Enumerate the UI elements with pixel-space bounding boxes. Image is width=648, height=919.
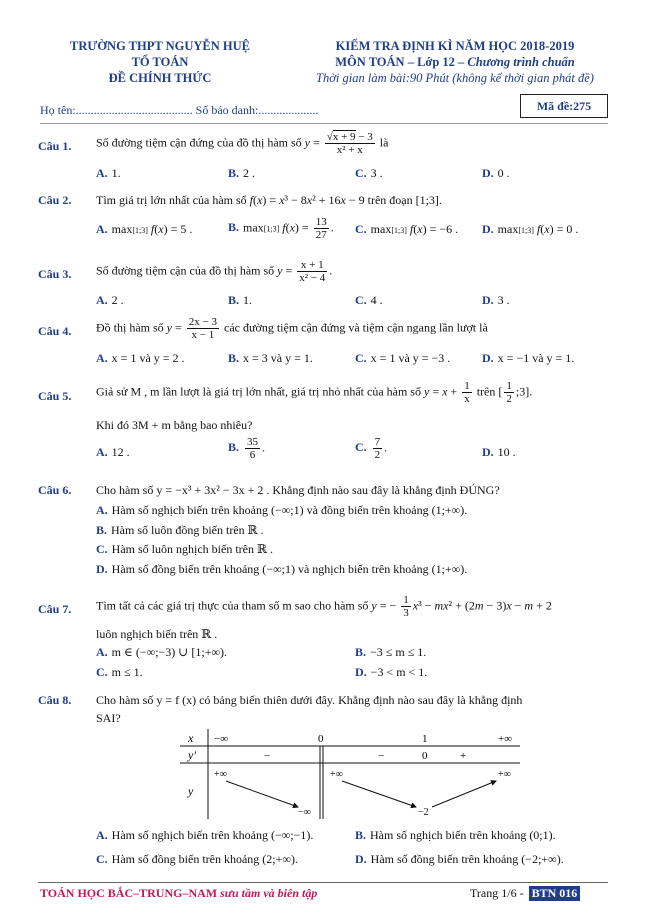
- q4-label: Câu 4.: [38, 324, 72, 338]
- y-bot-0: −∞: [298, 807, 311, 818]
- q4-option-a[interactable]: A. x = 1 và y = 2 .: [96, 351, 185, 365]
- arrow-up: [432, 781, 496, 807]
- q2-option-b[interactable]: B. max[1;3] f(x) = $\frac{13}{27}$ .: [228, 216, 334, 241]
- exam-title: KIỂM TRA ĐỊNH KÌ NĂM HỌC 2018-2019: [335, 39, 575, 53]
- q3-option-b[interactable]: B. 1.: [228, 293, 253, 307]
- q1-option-c[interactable]: C. 3 .: [355, 166, 383, 180]
- q8-option-d[interactable]: D. Hàm số đồng biến trên khoảng (−2;+∞).: [355, 852, 564, 866]
- q8-option-a[interactable]: A. Hàm số nghịch biến trên khoảng (−∞;−1).: [96, 828, 314, 842]
- x-val-2: 1: [422, 733, 428, 745]
- footer-tag: BTN 016: [529, 886, 581, 901]
- q3-option-c[interactable]: C. 4 .: [355, 293, 383, 307]
- yp-val-3: +: [460, 750, 467, 762]
- name-line: Họ tên:....................................... Số báo danh:....................: [40, 103, 319, 117]
- q4-option-d[interactable]: D. x = −1 và y = 1.: [482, 351, 575, 365]
- y-top-0: +∞: [214, 769, 227, 780]
- q6-option-c[interactable]: C. Hàm số luôn nghịch biến trên ℝ .: [96, 542, 273, 556]
- q3-option-d[interactable]: D. 3 .: [482, 293, 510, 307]
- q5-label: Câu 5.: [38, 389, 72, 403]
- q8-option-b[interactable]: B. Hàm số nghịch biến trên khoảng (0;1).: [355, 828, 556, 842]
- q5-text-2: Khi đó 3M + m bằng bao nhiêu?: [96, 418, 253, 432]
- row-y-label: y: [188, 784, 194, 798]
- footer-brand: TOÁN HỌC BẮC–TRUNG–NAM sưu tầm và biên tập: [40, 886, 318, 900]
- q7-text: Tìm tất cả các giá trị thực của tham số m sao cho hàm số y = − $\frac{1}{3}$ x³ − mx² + (2m − 3)x − m + 2: [96, 594, 552, 619]
- q7-text-2: luôn nghịch biến trên ℝ .: [96, 627, 218, 641]
- q3-text: Số đường tiệm cận của đồ thị hàm số y = $\frac{x + 1}{\text{x² − 4}}$ .: [96, 259, 333, 284]
- yp-val-0: −: [264, 750, 271, 762]
- q8-option-c[interactable]: C. Hàm số đồng biến trên khoảng (2;+∞).: [96, 852, 298, 866]
- q1-option-a[interactable]: A. 1.: [96, 166, 121, 180]
- school-name: TRƯỜNG THPT NGUYỄN HUỆ: [70, 39, 250, 53]
- q1-formula: $\frac{√x + 9 - 3}{\text{x² + x}}$: [326, 131, 373, 156]
- yp-val-2: 0: [422, 750, 428, 762]
- exam-code: Mã đề:275: [520, 94, 608, 118]
- q6-option-b[interactable]: B. Hàm số luôn đồng biến trên ℝ .: [96, 523, 264, 537]
- q3-option-a[interactable]: A. 2 .: [96, 293, 124, 307]
- q2-label: Câu 2.: [38, 193, 72, 207]
- footer-divider: [38, 882, 608, 883]
- header-left: [40, 38, 280, 86]
- q6-label: Câu 6.: [38, 483, 72, 497]
- q3-label: Câu 3.: [38, 267, 72, 281]
- q2-option-a[interactable]: A. max[1;3] f(x) = 5 .: [96, 222, 193, 236]
- q7-label: Câu 7.: [38, 602, 72, 616]
- q7-option-d[interactable]: D. −3 < m < 1.: [355, 665, 428, 679]
- department: TỔ TOÁN: [131, 55, 189, 69]
- row-yprime-label: y′: [188, 748, 196, 762]
- q2-option-d[interactable]: D. max[1;3] f(x) = 0 .: [482, 222, 579, 236]
- q4-option-c[interactable]: C. x = 1 và y = −3 .: [355, 351, 451, 365]
- q1-option-d[interactable]: D. 0 .: [482, 166, 510, 180]
- q5-text: Giả sử M , m lần lượt là giá trị lớn nhất, giá trị nhỏ nhất của hàm số y = x + $\frac{1}{x}$ trên [ $\frac{1}{2}$ ;3].: [96, 380, 533, 405]
- q1-label: Câu 1.: [38, 139, 72, 153]
- x-val-0: −∞: [214, 733, 229, 745]
- q4-text: Đồ thị hàm số y = $\frac{2x - 3}{x - 1}$ các đường tiệm cận đứng và tiệm cận ngang lần lượt là: [96, 316, 488, 341]
- y-top-1: +∞: [330, 769, 343, 780]
- q2-text: Tìm giá trị lớn nhất của hàm số f(x) = x³ − 8x² + 16x − 9 trên đoạn [1;3].: [96, 193, 442, 207]
- q6-option-a[interactable]: A. Hàm số nghịch biến trên khoảng (−∞;1) và đồng biến trên khoảng (1;+∞).: [96, 503, 468, 517]
- official-label: ĐỀ CHÍNH THỨC: [108, 71, 212, 85]
- q8-text: Cho hàm số y = f (x) có bảng biến thiên dưới đây. Khẳng định nào sau đây là khẳng định: [96, 693, 523, 707]
- x-val-3: +∞: [498, 733, 513, 745]
- x-val-1: 0: [318, 733, 324, 745]
- q7-option-c[interactable]: C. m ≤ 1.: [96, 665, 143, 679]
- q7-option-a[interactable]: A. m ∈ (−∞;−3) ∪ [1;+∞).: [96, 645, 228, 659]
- arrow-down-1: [226, 781, 298, 807]
- q5-option-d[interactable]: D. 10 .: [482, 445, 516, 459]
- q4-option-b[interactable]: B. x = 3 và y = 1.: [228, 351, 313, 365]
- q5-option-a[interactable]: A. 12 .: [96, 445, 130, 459]
- q8-label: Câu 8.: [38, 693, 72, 707]
- variation-table: [180, 729, 520, 821]
- time-line: Thời gian làm bài:90 Phút (không kể thời gian phát đề): [316, 71, 594, 85]
- row-x-label: x: [188, 731, 194, 745]
- q6-option-d[interactable]: D. Hàm số đồng biến trên khoảng (−∞;1) và nghịch biến trên khoảng (1;+∞).: [96, 562, 468, 576]
- q2-option-c[interactable]: C. max[1;3] f(x) = −6 .: [355, 222, 459, 236]
- footer-page: Trang 1/6 - BTN 016: [470, 886, 580, 901]
- header-divider: [40, 123, 608, 124]
- q1-option-b[interactable]: B. 2 .: [228, 166, 256, 180]
- q8-text-2: SAI?: [96, 711, 121, 725]
- q7-option-b[interactable]: B. −3 ≤ m ≤ 1.: [355, 645, 427, 659]
- arrow-down-2: [342, 781, 416, 807]
- subject-line: MÔN TOÁN – Lớp 12 – Chương trình chuẩn: [335, 55, 575, 69]
- q5-option-c[interactable]: C. $\frac{7}{2}$ .: [355, 436, 388, 461]
- q5-option-b[interactable]: B. $\frac{35}{6}$ .: [228, 436, 266, 461]
- y-bot-1: −2: [418, 807, 429, 818]
- y-top-2: +∞: [498, 769, 511, 780]
- yp-val-1: −: [378, 750, 385, 762]
- q1-text: Số đường tiệm cận đứng của đồ thị hàm số y = $\frac{√x + 9 - 3}{\text{x² + x}}$ là: [96, 131, 389, 156]
- q6-text: Cho hàm số y = −x³ + 3x² − 3x + 2 . Khẳng định nào sau đây là khẳng định ĐÚNG?: [96, 483, 500, 497]
- header-right: [290, 38, 620, 86]
